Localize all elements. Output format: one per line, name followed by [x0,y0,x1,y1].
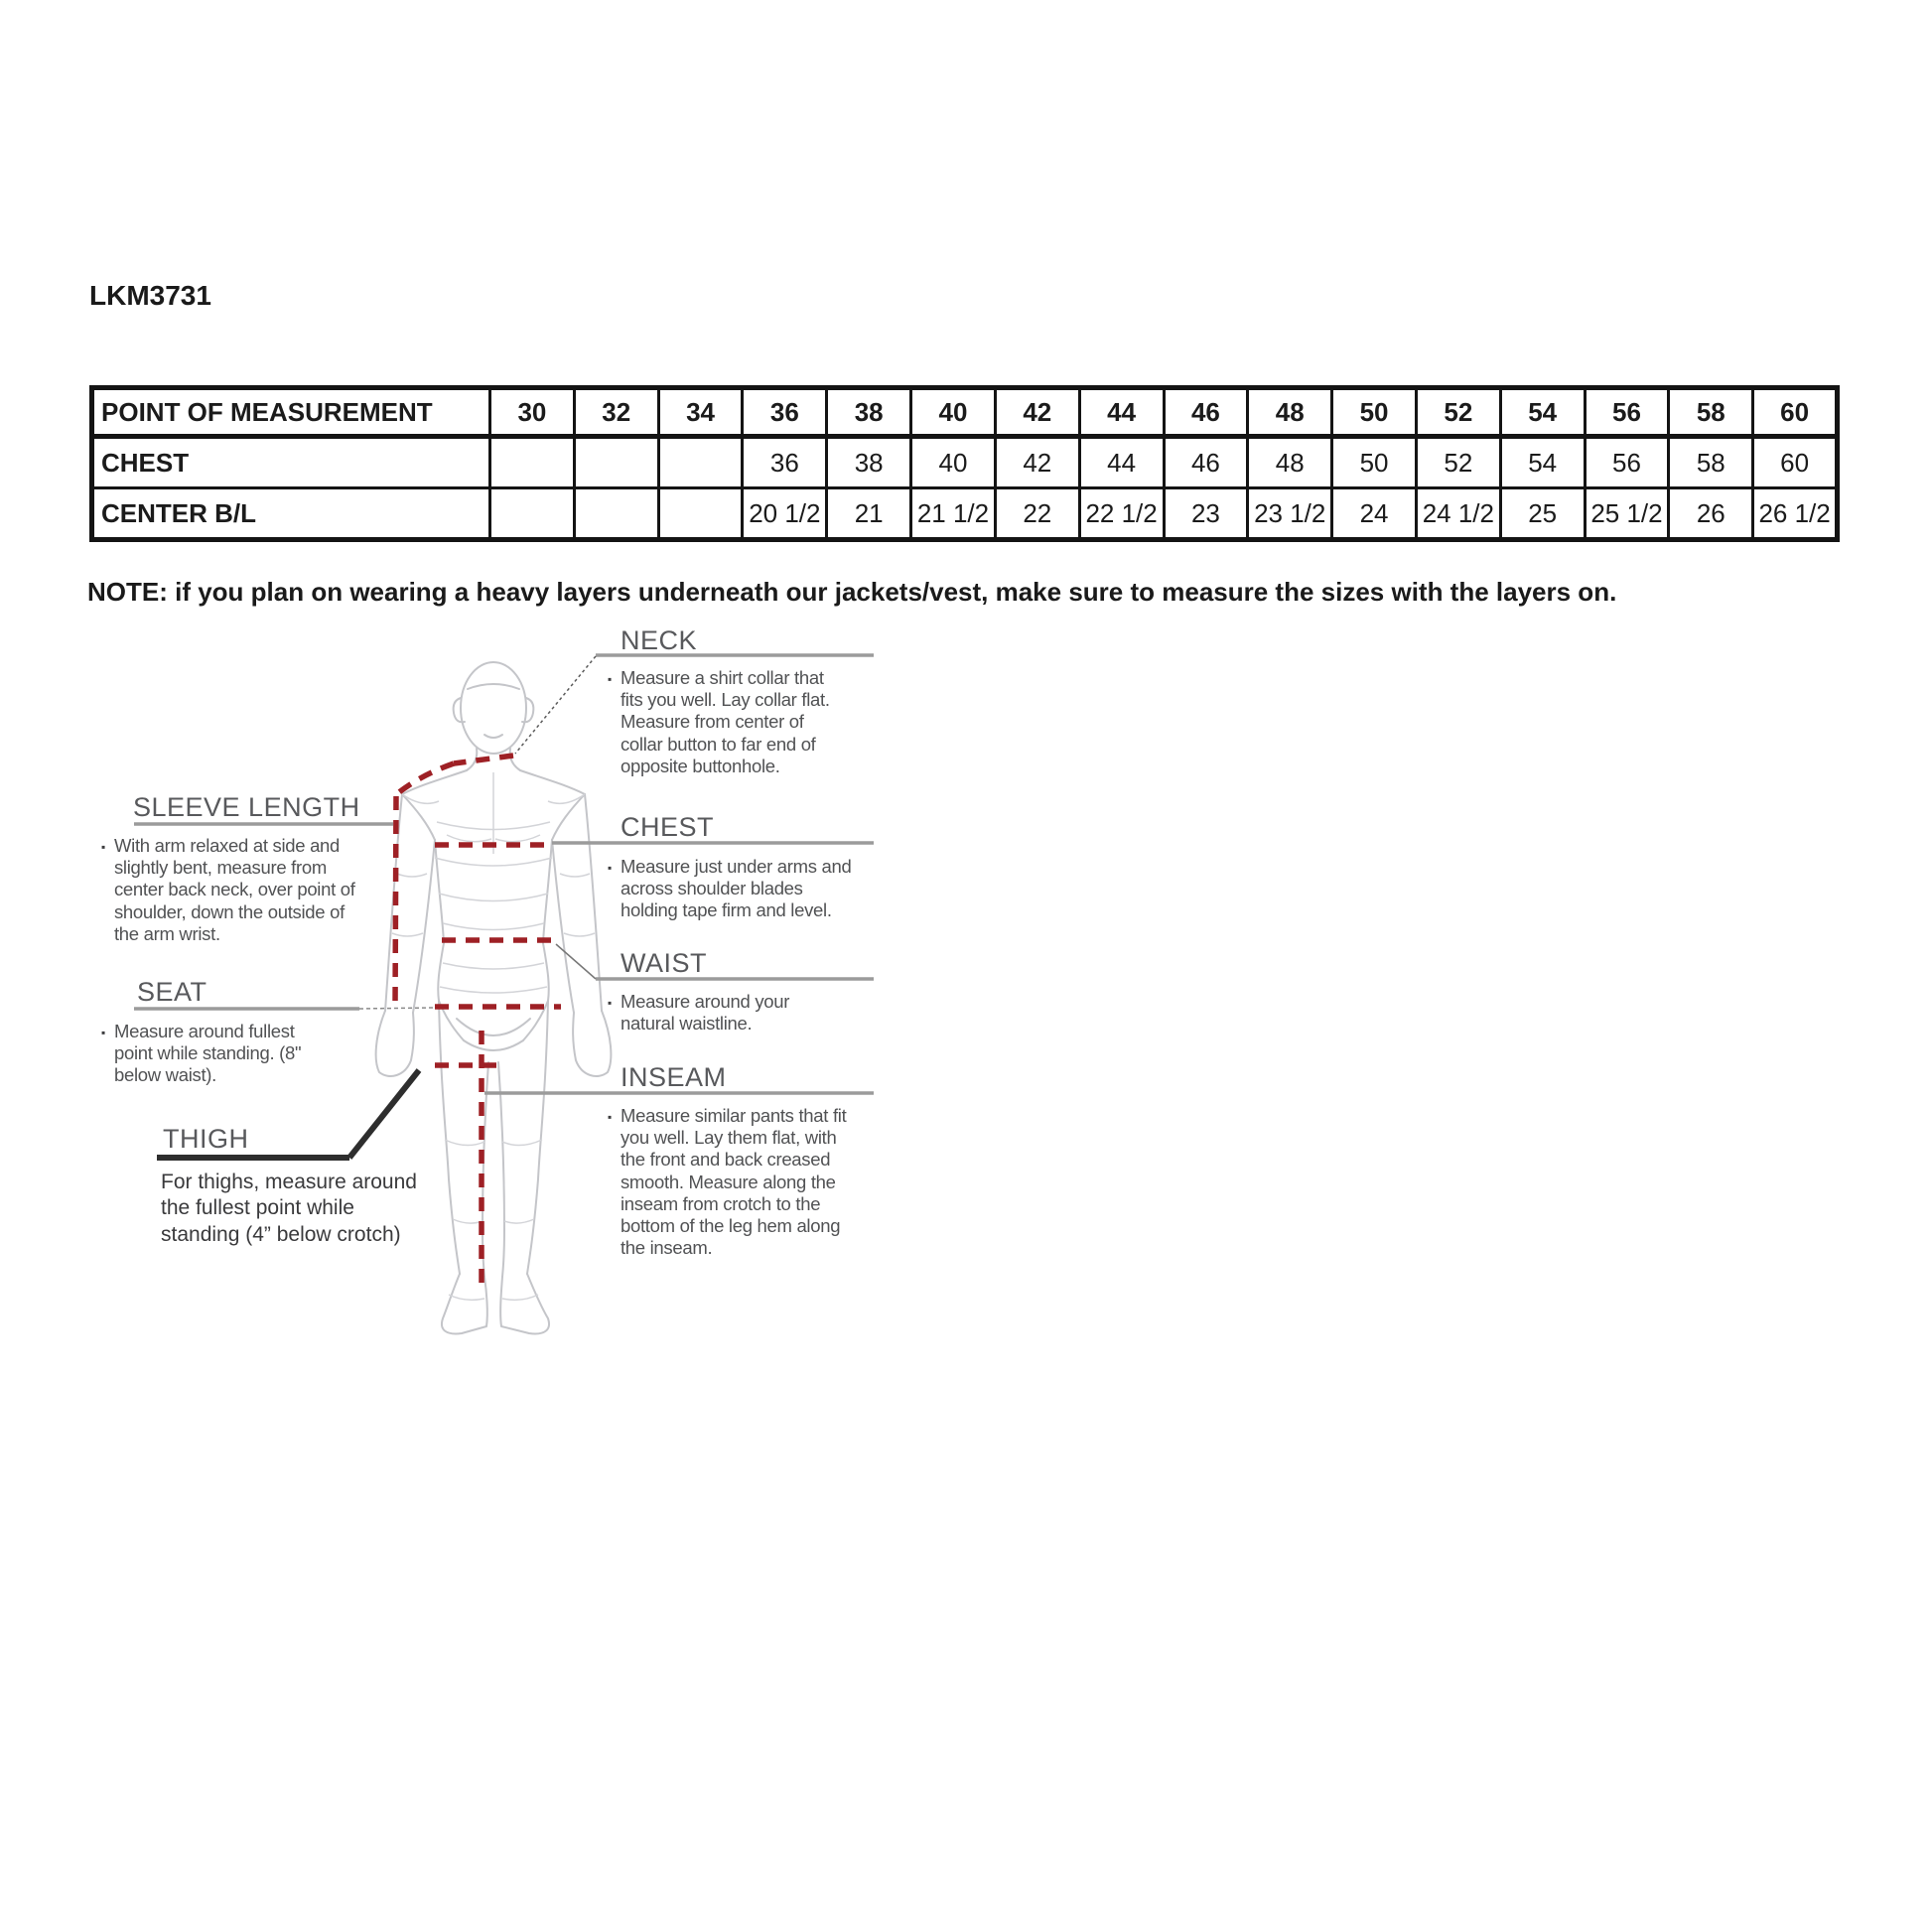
section-inseam [621,1062,727,1093]
section-sleeve-length-desc [101,835,361,945]
neck-leader [515,656,596,754]
waist-leader [556,944,596,979]
size-column-header: 48 [1248,388,1332,437]
thigh-description: For thighs, measure around the fullest point while standing (4” below crotch) [161,1171,417,1246]
inseam-description: Measure similar pants that fit you well. Lay them flat, with the front and back creased smooth. Measure along the inseam from crotch to the bottom of the leg hem along the inseam. [620,1105,847,1259]
bullet-icon: ▪ [608,672,612,686]
size-column-header: 56 [1585,388,1669,437]
seat-leader [359,1008,433,1009]
size-value-cell: 48 [1248,437,1332,488]
seat-description: Measure around fullest point while standing. (8" below waist). [113,1021,302,1086]
thigh-leader [349,1070,419,1158]
size-value-cell: 58 [1669,437,1753,488]
size-value-cell: 25 1/2 [1585,488,1669,540]
size-value-cell: 60 [1753,437,1838,488]
size-value-cell: 36 [743,437,827,488]
row-label: CHEST [92,437,490,488]
size-value-cell: 26 1/2 [1753,488,1838,540]
size-value-cell: 22 [995,488,1079,540]
size-column-header: 58 [1669,388,1753,437]
measurement-diagram [89,623,923,1363]
row-label: CENTER B/L [92,488,490,540]
neck-measure-line [454,756,513,763]
bullet-icon: ▪ [101,840,105,854]
size-value-cell: 52 [1416,437,1500,488]
chest-heading: CHEST [621,812,715,842]
waist-heading: WAIST [621,948,707,978]
size-value-cell: 25 [1500,488,1585,540]
size-value-cell: 24 1/2 [1416,488,1500,540]
size-column-header: 50 [1332,388,1417,437]
section-waist-desc [608,991,816,1035]
size-value-cell: 46 [1164,437,1248,488]
size-column-header: 40 [911,388,996,437]
size-value-cell [490,437,575,488]
section-thigh [163,1124,249,1155]
size-value-cell: 40 [911,437,996,488]
size-column-header: 38 [827,388,911,437]
waist-description: Measure around your natural waistline. [620,991,790,1035]
section-chest-desc [608,856,854,922]
size-value-cell: 44 [1079,437,1164,488]
size-column-header: 34 [658,388,743,437]
section-sleeve-length [133,792,360,823]
inseam-heading: INSEAM [621,1062,727,1092]
sleeve-length-description: With arm relaxed at side and slightly bent, measure from center back neck, over point of shoulder, down the outside of the arm wrist. [113,835,355,944]
size-value-cell: 38 [827,437,911,488]
bullet-icon: ▪ [608,861,612,875]
size-value-cell [658,437,743,488]
size-value-cell [658,488,743,540]
size-value-cell: 22 1/2 [1079,488,1164,540]
measurement-column-header: POINT OF MEASUREMENT [92,388,490,437]
size-column-header: 36 [743,388,827,437]
chest-description: Measure just under arms and across shoulder blades holding tape firm and level. [620,856,852,921]
size-value-cell [574,488,658,540]
sleeve-length-heading: SLEEVE LENGTH [133,792,360,822]
section-seat-desc [101,1021,328,1087]
bullet-icon: ▪ [608,1110,612,1124]
bullet-icon: ▪ [608,996,612,1010]
section-waist [621,948,707,979]
size-value-cell: 21 1/2 [911,488,996,540]
size-value-cell: 21 [827,488,911,540]
size-column-header: 42 [995,388,1079,437]
size-value-cell: 50 [1332,437,1417,488]
size-value-cell: 26 [1669,488,1753,540]
size-value-cell: 23 1/2 [1248,488,1332,540]
size-column-header: 32 [574,388,658,437]
size-value-cell: 54 [1500,437,1585,488]
note-text: NOTE: if you plan on wearing a heavy layers underneath our jackets/vest, make sure to measure the sizes with the layers on. [87,577,1617,607]
section-chest [621,812,714,843]
size-column-header: 46 [1164,388,1248,437]
neck-description: Measure a shirt collar that fits you well. Lay collar flat. Measure from center of collar button to far end of opposite buttonhole. [620,667,830,776]
size-table [89,385,1840,542]
sleeve-measure-line [395,796,396,1009]
section-seat [137,977,207,1008]
thigh-heading: THIGH [163,1124,249,1154]
neck-heading: NECK [621,625,698,655]
size-value-cell: 23 [1164,488,1248,540]
size-value-cell: 24 [1332,488,1417,540]
size-column-header: 30 [490,388,575,437]
section-neck-desc [608,667,830,777]
size-column-header: 54 [1500,388,1585,437]
size-column-header: 52 [1416,388,1500,437]
size-value-cell [574,437,658,488]
size-value-cell: 42 [995,437,1079,488]
size-value-cell [490,488,575,540]
size-column-header: 60 [1753,388,1838,437]
section-thigh-desc [161,1170,425,1248]
bullet-icon: ▪ [101,1026,105,1039]
seat-heading: SEAT [137,977,207,1007]
section-neck [621,625,697,656]
section-inseam-desc [608,1105,852,1259]
size-column-header: 44 [1079,388,1164,437]
size-value-cell: 20 1/2 [743,488,827,540]
product-code: LKM3731 [89,280,211,311]
size-value-cell: 56 [1585,437,1669,488]
